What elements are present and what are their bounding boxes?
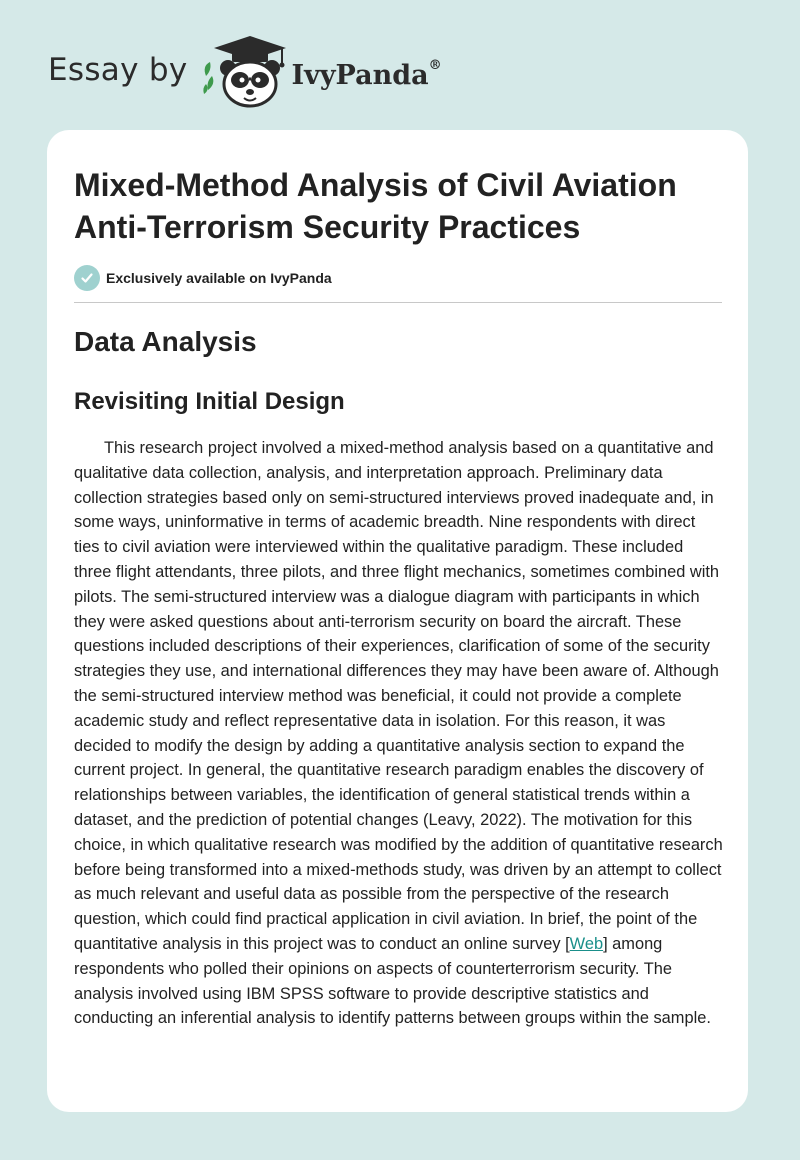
checkmark-icon bbox=[74, 265, 100, 291]
brand-name: IvyPanda® bbox=[291, 57, 442, 91]
registered-mark: ® bbox=[428, 57, 442, 73]
exclusive-badge bbox=[74, 264, 332, 292]
citation-bracket-close: ] bbox=[603, 934, 608, 953]
citation-link-web[interactable]: Web bbox=[569, 934, 604, 953]
subsection-heading: Revisiting Initial Design bbox=[74, 388, 345, 415]
brand-header[interactable] bbox=[48, 36, 442, 112]
paragraph-text-continued: among respondents who polled their opinions on aspects of counterterrorism security. The analysis involved using IBM SPSS software to provide descriptive statistics and conducting an inferential analysis to identify patterns between groups within the sample. bbox=[74, 934, 711, 1028]
panda-logo-icon bbox=[200, 32, 292, 112]
section-heading: Data Analysis bbox=[74, 326, 257, 357]
article-title: Mixed-Method Analysis of Civil Aviation Anti-Terrorism Security Practices bbox=[74, 167, 677, 245]
exclusive-badge-text: Exclusively available on IvyPanda bbox=[106, 270, 332, 286]
body-paragraph bbox=[74, 436, 724, 1031]
article-card bbox=[47, 130, 748, 1112]
citation-bracket-open: [ bbox=[565, 934, 570, 953]
brand-prefix: Essay by bbox=[48, 52, 188, 88]
divider bbox=[74, 302, 722, 303]
paragraph-text: This research project involved a mixed-method analysis based on a quantitative and qualitative data collection, analysis, and interpretation approach. Preliminary data collection strategies based only on semi-structured interviews proved inadequate and, in some ways, uninformative in terms of academic breadth. Nine respondents with direct ties to civil aviation were interviewed within the qualitative paradigm. These included three flight attendants, three pilots, and three flight mechanics, sometimes combined with pilots. The semi-structured interview was a dialogue diagram with participants in which they were asked questions about anti-terrorism security on board the aircraft. These questions included descriptions of their experiences, clarification of some of the security strategies they use, and international differences they may have been aware of. Although the semi-structured interview method was beneficial, it could not provide a complete academic study and reflect representative data in isolation. For this reason, it was decided to modify the design by adding a quantitative analysis section to expand the current project. In general, the quantitative research paradigm enables the discovery of relationships between variables, the identification of general statistical trends within a dataset, and the prediction of potential changes (Leavy, 2022). The motivation for this choice, in which qualitative research was modified by the addition of quantitative research before being transformed into a mixed-methods study, was driven by an attempt to collect as much relevant and useful data as possible from the perspective of the research question, which could find practical application in civil aviation. In brief, the point of the quantitative analysis in this project was to conduct an online survey bbox=[74, 439, 723, 953]
